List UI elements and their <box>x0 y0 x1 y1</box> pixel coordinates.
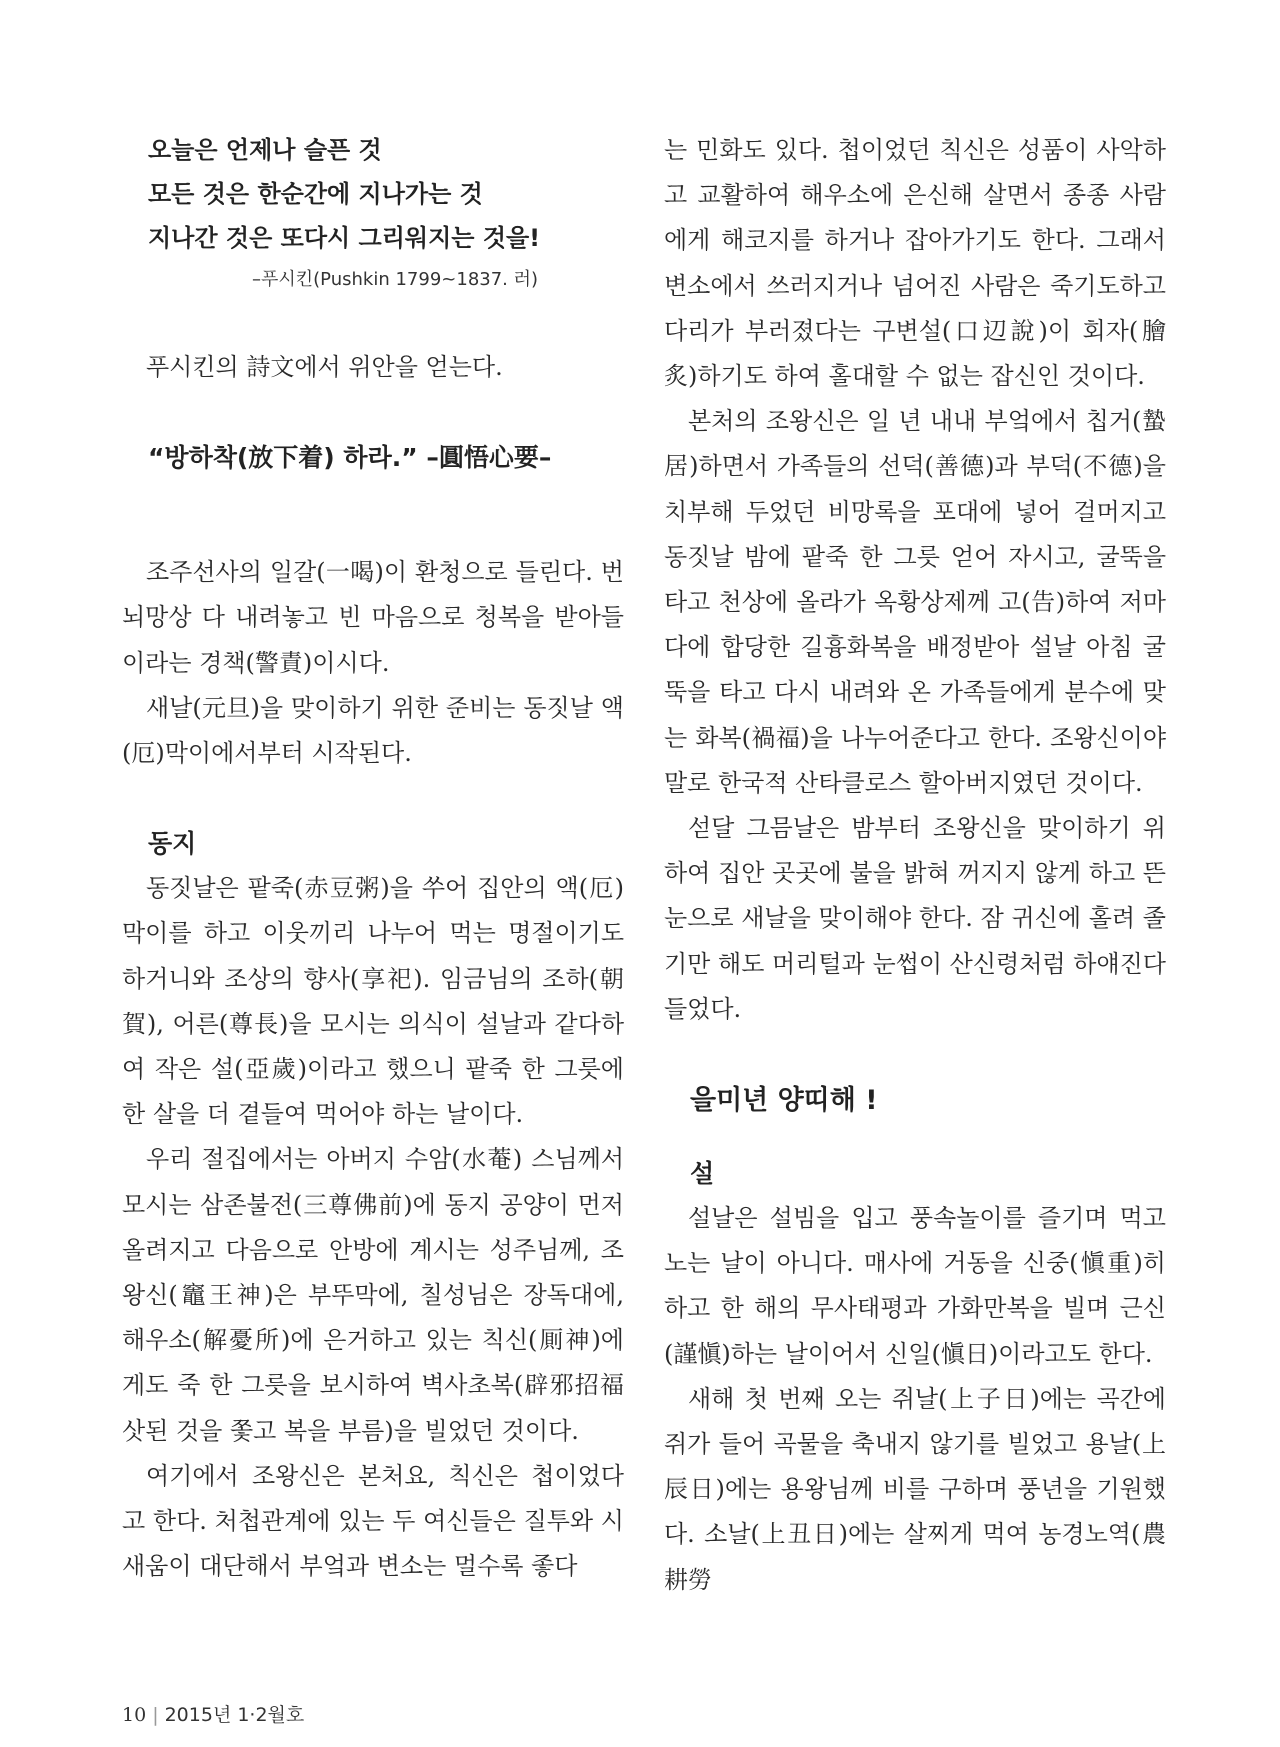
body-paragraph: 우리 절집에서는 아버지 수암(水菴) 스님께서 모시는 삼존불전(三尊佛前)에 동지 공양이 먼저 올려지고 다음으로 안방에 계시는 성주님께, 조왕신(竈王神)은 부뚜막에, 칠성님은 장독대에, 해우소(解憂所)에 은거하고 있는 칙신(厠神)에게도 죽 한 그릇을 보시하여 벽사초복(辟邪招福 삿된 것을 쫓고 복을 부름)을 빌었던 것이다. <box>122 1145 624 1445</box>
body-paragraph: 설날은 설빔을 입고 풍속놀이를 즐기며 먹고 노는 날이 아니다. 매사에 거동을 신중(愼重)히 하고 한 해의 무사태평과 가화만복을 빌며 근신(謹愼)하는 날이어서 신일(愼日)이라고도 한다. <box>664 1204 1166 1368</box>
body-paragraph: 본처의 조왕신은 일 년 내내 부엌에서 칩거(蟄居)하면서 가족들의 선덕(善德)과 부덕(不德)을 치부해 두었던 비망록을 포대에 넣어 걸머지고 동짓날 밤에 팥죽 한 그릇 얻어 자시고, 굴뚝을 타고 천상에 올라가 옥황상제께 고(告)하여 저마다에 합당한 길흉화복을 배정받아 설날 아침 굴뚝을 타고 다시 내려와 온 가족들에게 분수에 맞는 화복(禍福)을 나누어준다고 한다. 조왕신이야 말로 한국적 산타클로스 할아버지였던 것이다. <box>664 407 1166 797</box>
left-column <box>122 128 624 1589</box>
footer-separator: | <box>152 1704 159 1726</box>
intro-paragraph: 푸시킨의 詩文에서 위안을 얻는다. <box>146 353 503 381</box>
section-heading-year: 을미년 양띠해 ! <box>690 1085 878 1117</box>
body-paragraph: 새해 첫 번째 오는 쥐날(上子日)에는 곡간에 쥐가 들어 곡물을 축내지 않기를 빌었고 용날(上辰日)에는 용왕님께 비를 구하며 풍년을 기원했다. 소날(上丑日)에는 살찌게 먹여 농경노역(農耕勞 <box>664 1384 1166 1594</box>
right-column <box>664 128 1166 1603</box>
section-heading-dongji: 동지 <box>148 829 197 859</box>
poem-line-2: 모든 것은 한순간에 지나가는 것 <box>148 180 483 208</box>
body-paragraph: 동짓날은 팥죽(赤豆粥)을 쑤어 집안의 액(厄)막이를 하고 이웃끼리 나누어 먹는 명절이기도 하거니와 조상의 향사(享祀). 임금님의 조하(朝賀), 어른(尊長)을 모시는 의식이 설날과 같다하여 작은 설(亞歲)이라고 했으니 팥죽 한 그릇에 한 살을 더 곁들여 먹어야 하는 날이다. <box>122 874 624 1129</box>
section-heading-seol: 설 <box>690 1159 715 1189</box>
body-paragraph: 조주선사의 일갈(一喝)이 환청으로 들린다. 번뇌망상 다 내려놓고 빈 마음으로 청복을 받아들이라는 경책(警責)이시다. <box>122 558 624 677</box>
quote-heading: “방하착(放下着) 하라.” –圓悟心要– <box>148 443 552 473</box>
body-paragraph: 여기에서 조왕신은 본처요, 칙신은 첩이었다고 한다. 처첩관계에 있는 두 여신들은 질투와 시새움이 대단해서 부엌과 변소는 멀수록 좋다 <box>122 1461 624 1581</box>
poem-line-3: 지나간 것은 또다시 그리워지는 것을! <box>148 224 541 252</box>
page-number: 10 <box>122 1704 147 1726</box>
issue-label: 2015년 1·2월호 <box>164 1704 305 1726</box>
poem-attribution: –푸시킨(Pushkin 1799~1837. 러) <box>252 269 539 290</box>
body-paragraph: 섣달 그믐날은 밤부터 조왕신을 맞이하기 위하여 집안 곳곳에 불을 밝혀 꺼지지 않게 하고 뜬 눈으로 새날을 맞이해야 한다. 잠 귀신에 홀려 졸기만 해도 머리털과 눈썹이 산신령처럼 하얘진다 들었다. <box>664 814 1166 1023</box>
poem-line-1: 오늘은 언제나 슬픈 것 <box>148 136 382 164</box>
body-paragraph-continued: 는 민화도 있다. 첩이었던 칙신은 성품이 사악하고 교활하여 해우소에 은신해 살면서 종종 사람에게 해코지를 하거나 잡아가기도 한다. 그래서 변소에서 쓰러지거나 넘어진 사람은 죽기도하고 다리가 부러졌다는 구변설(口辺說)이 회자(膾炙)하기도 하여 홀대할 수 없는 잡신인 것이다. <box>664 136 1166 391</box>
page-footer <box>122 1700 304 1727</box>
body-paragraph: 새날(元旦)을 맞이하기 위한 준비는 동짓날 액(厄)막이에서부터 시작된다. <box>122 693 624 768</box>
